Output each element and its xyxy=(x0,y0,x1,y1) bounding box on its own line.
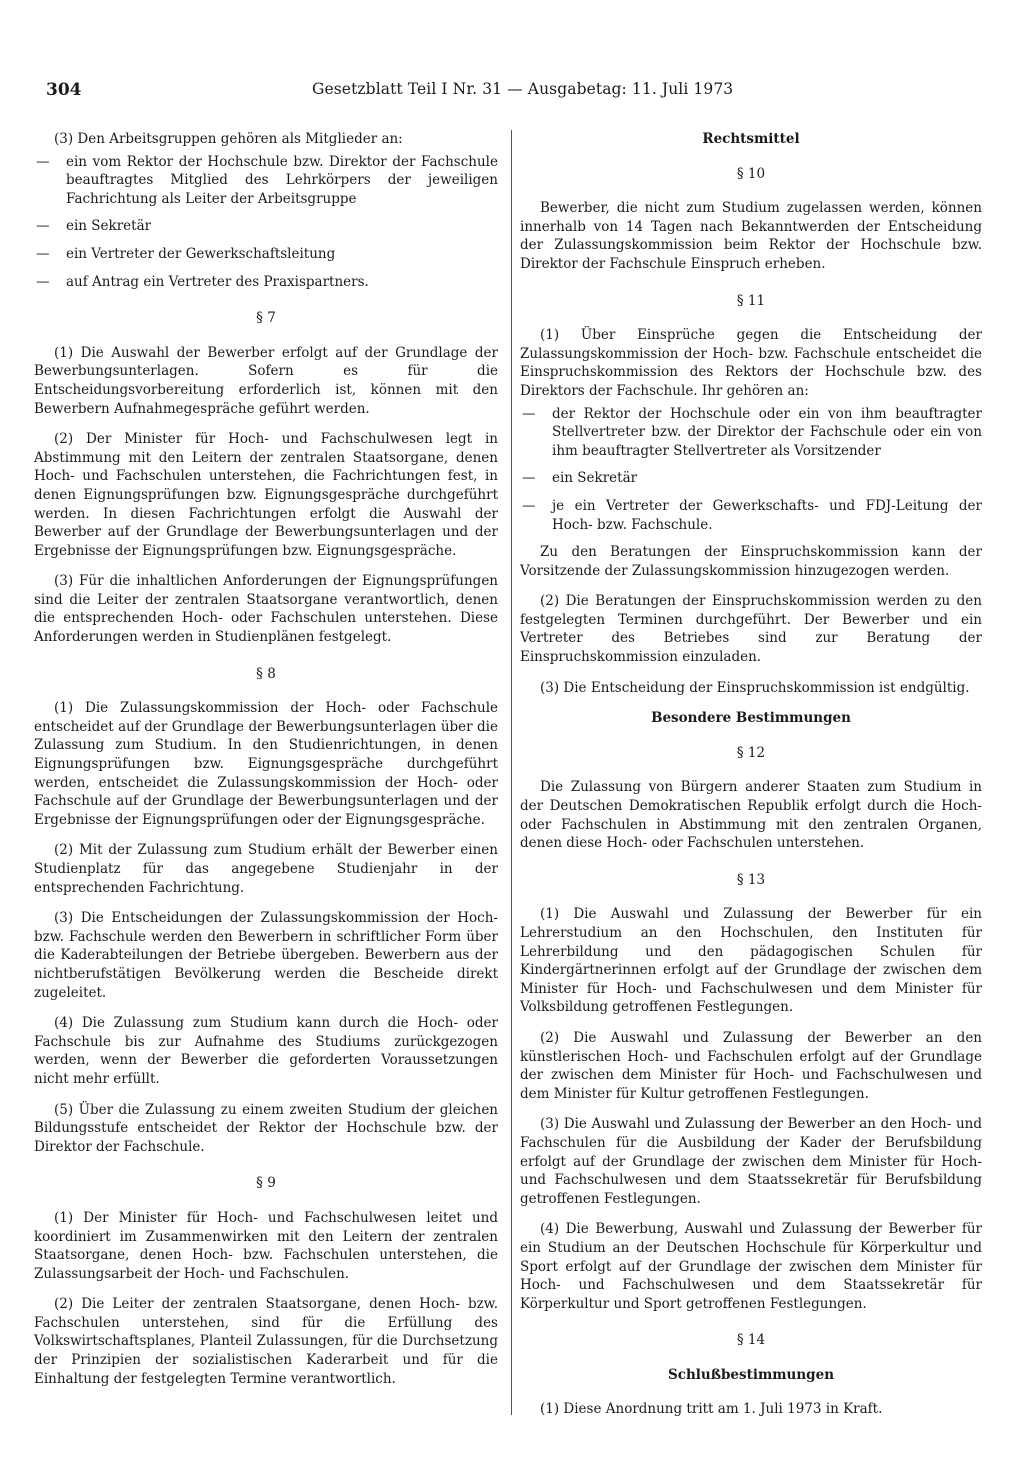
dash-bullet: — xyxy=(36,245,50,262)
paragraph: (3) Die Auswahl und Zulassung der Bewerber an den Hoch- und Fachschulen für die Ausbildung der Kader der Berufsbildung erfolgt auf der Grundlage der zwischen dem Minister für Hoch- und Fachschulwesen und dem Staatssekretär für Berufsbildung getroffenen Festlegungen. xyxy=(520,1116,982,1207)
page-header xyxy=(46,80,978,104)
paragraph: (1) Diese Anordnung tritt am 1. Juli 1973 in Kraft. xyxy=(540,1401,883,1418)
list-item-text: ein vom Rektor der Hochschule bzw. Direktor der Fachschule beauftragtes Mitglied des Lehrkörpers der jeweiligen Fachrichtung als Leiter der Arbeitsgruppe xyxy=(66,153,498,207)
gazette-title: Gesetzblatt Teil I Nr. 31 — Ausgabetag: 11. Juli 1973 xyxy=(312,80,734,98)
list-item xyxy=(520,405,982,461)
section-11-heading: § 11 xyxy=(736,292,766,309)
page-number: 304 xyxy=(46,80,82,100)
list-item xyxy=(520,469,982,488)
paragraph: (1) Die Auswahl der Bewerber erfolgt auf der Grundlage der Bewerbungsunterlagen. Sofern es für die Entscheidungsvorbereitung erforderlich ist, können mit den Bewerbern Aufnahmegespräche geführt werden. xyxy=(34,344,498,417)
paragraph: Die Zulassung von Bürgern anderer Staaten zum Studium in der Deutschen Demokratischen Republik erfolgt durch die Hoch- oder Fachschulen in Abstimmung mit den zentralen Organen, denen diese Hoch- oder Fachschulen unterstehen. xyxy=(520,779,982,852)
section-7-heading: § 7 xyxy=(256,310,276,327)
paragraph: (3) Für die inhaltlichen Anforderungen der Eignungsprüfungen sind die Leiter der zentralen Staatsorgane verantwortlich, denen die entsprechenden Hoch- oder Fachschulen unterstehen. Diese Anforderungen werden in Studienplänen festgelegt. xyxy=(34,573,498,646)
paragraph: (2) Der Minister für Hoch- und Fachschulwesen legt in Abstimmung mit den Leitern der zentralen Staatsorgane, denen Hoch- und Fachschulen unterstehen, die Fachrichtungen fest, in denen Eignungsprüfungen bzw. Eignungsgespräche durchgeführt werden. In diesen Fachrichtungen erfolgt die Auswahl der Bewerber auf der Grundlage der Bewerbungsunterlagen und der Ergebnisse der Eignungsprüfungen bzw. Eignungsgespräche. xyxy=(34,431,498,559)
dash-bullet: — xyxy=(36,218,50,235)
paragraph: (1) Die Zulassungskommission der Hoch- oder Fachschule entscheidet auf der Grundlage der Bewerbungsunterlagen über die Zulassung zum Studium. In den Studienrichtungen, in denen Eignungsprüfungen bzw. Eignungsgespräche durchgeführt werden, entscheidet die Zulassungskommission der Hoch- oder Fachschule auf der Grundlage der Bewerbungsunterlagen und der Ergebnisse der Eignungsprüfungen oder der Eignungsgespräche. xyxy=(34,700,498,828)
list-item xyxy=(34,153,498,209)
right-column xyxy=(520,130,982,1431)
paragraph: (2) Die Beratungen der Einspruchskommission werden zu den festgelegten Terminen durchgeführt. Der Bewerber und ein Vertreter des Betriebes sind zur Beratung der Einspruchskommission einzuladen. xyxy=(520,593,982,666)
column-divider xyxy=(511,130,512,1415)
paragraph: (2) Die Auswahl und Zulassung der Bewerber an den künstlerischen Hoch- und Fachschulen erfolgt auf der Grundlage der zwischen dem Minister für Hoch- und Fachschulwesen und dem Minister für Kultur getroffenen Festlegungen. xyxy=(520,1029,982,1102)
paragraph: (2) Die Leiter der zentralen Staatsorgane, denen Hoch- bzw. Fachschulen unterstehen, sind für die Erfüllung des Volkswirtschaftsplanes, Planteil Zulassungen, für die Durchsetzung der Prinzipien der sozialistischen Kaderarbeit und für die Einhaltung der festgelegten Termine verantwortlich. xyxy=(34,1296,498,1387)
dash-bullet: — xyxy=(36,153,50,170)
section-8-heading: § 8 xyxy=(256,665,276,682)
paragraph: (1) Die Auswahl und Zulassung der Bewerber für ein Lehrerstudium an den Hochschulen, den Instituten für Lehrerbildung und den pädagogischen Schulen für Kindergärtnerinnen erfolgt auf der Grundlage der zwischen dem Minister für Hoch- und Fachschulwesen und dem Minister für Volksbildung getroffenen Festlegungen. xyxy=(520,906,982,1016)
dash-bullet: — xyxy=(36,273,50,290)
list-item xyxy=(34,273,498,292)
list-item-text: auf Antrag ein Vertreter des Praxispartners. xyxy=(66,273,369,290)
rechtsmittel-heading: Rechtsmittel xyxy=(702,131,800,147)
dash-bullet: — xyxy=(522,470,536,487)
list-item-text: ein Sekretär xyxy=(66,218,152,235)
section-14-heading: § 14 xyxy=(736,1332,766,1349)
list-item-text: der Rektor der Hochschule oder ein von ihm beauftragter Stellvertreter bzw. der Direktor der Fachschule oder ein von ihm beauftragter Stellvertreter als Vorsitzender xyxy=(552,405,982,459)
list-item-text: ein Sekretär xyxy=(552,470,638,487)
schlussbestimmungen-heading: Schlußbestimmungen xyxy=(667,1366,835,1383)
dash-bullet: — xyxy=(522,497,536,514)
paragraph: Bewerber, die nicht zum Studium zugelassen werden, können innerhalb von 14 Tagen nach Bekanntwerden der Entscheidung der Zulassungskommission beim Rektor der Hochschule bzw. Direktor der Fachschule Einspruch erheben. xyxy=(520,200,982,272)
left-column xyxy=(34,130,498,1400)
paragraph: (2) Mit der Zulassung zum Studium erhält der Bewerber einen Studienplatz für das angegebene Studienjahr in der entsprechenden Fachrichtung. xyxy=(34,842,498,896)
besondere-bestimmungen-heading: Besondere Bestimmungen xyxy=(651,710,851,727)
list-item-text: je ein Vertreter der Gewerkschafts- und FDJ-Leitung der Hoch- bzw. Fachschule. xyxy=(552,497,982,533)
paragraph: (3) Die Entscheidung der Einspruchskommission ist endgültig. xyxy=(540,679,970,696)
paragraph: (3) Die Entscheidungen der Zulassungskommission der Hoch- bzw. Fachschule werden den Bewerbern in schriftlicher Form über die Kaderabteilungen der Betriebe übergeben. Bewerbern aus der nichtberufstätigen Bevölkerung werden die Bescheide direkt zugeleitet. xyxy=(34,910,498,1001)
section-12-heading: § 12 xyxy=(736,744,766,761)
list-item xyxy=(520,497,982,534)
section-10-heading: § 10 xyxy=(736,165,766,182)
paragraph: (1) Der Minister für Hoch- und Fachschulwesen leitet und koordiniert im Zusammenwirken mit den Leitern der zentralen Staatsorgane, denen Hoch- bzw. Fachschulen unterstehen, die Zulassungsarbeit der Hoch- und Fachschulen. xyxy=(34,1209,498,1282)
section-9-heading: § 9 xyxy=(256,1175,276,1192)
paragraph: Zu den Beratungen der Einspruchskommission kann der Vorsitzende der Zulassungskommission hinzugezogen werden. xyxy=(520,544,982,579)
paragraph: (1) Über Einsprüche gegen die Entscheidung der Zulassungskommission der Hoch- bzw. Fachschule entscheidet die Einspruchskommission des Rektors der Hochschule bzw. des Direktors der Fachschule. Ihr gehören an: xyxy=(520,327,982,399)
section-13-heading: § 13 xyxy=(736,871,766,888)
paragraph: (3) Den Arbeitsgruppen gehören als Mitglieder an: xyxy=(54,131,403,147)
list-item-text: ein Vertreter der Gewerkschaftsleitung xyxy=(66,245,336,262)
list-item xyxy=(34,217,498,236)
dash-bullet: — xyxy=(522,405,536,422)
paragraph: (4) Die Bewerbung, Auswahl und Zulassung der Bewerber für ein Studium an der Deutschen Hochschule für Körperkultur und Sport erfolgt auf der Grundlage der zwischen dem Minister für Hoch- und Fachschulwesen und dem Staatssekretär für Körperkultur und Sport getroffenen Festlegungen. xyxy=(520,1221,982,1312)
paragraph: (5) Über die Zulassung zu einem zweiten Studium der gleichen Bildungsstufe entscheidet der Rektor der Hochschule bzw. der Direktor der Fachschule. xyxy=(34,1101,498,1155)
list-item xyxy=(34,245,498,264)
paragraph: (4) Die Zulassung zum Studium kann durch die Hoch- oder Fachschule bis zur Aufnahme des Studiums zurückgezogen werden, wenn der Bewerber die geforderten Voraussetzungen nicht mehr erfüllt. xyxy=(34,1015,498,1087)
